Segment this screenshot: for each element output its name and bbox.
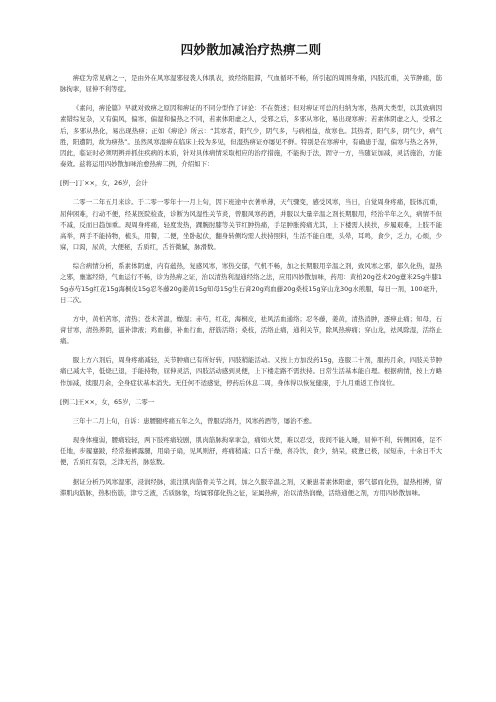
body-paragraph: 《素问，痹论篇》早就对致痹之原因和痹证的不同分型作了评论：不在赘述；但对痹证可总的归纳为寒，热两大类型，以其致病因素错综复杂，又有偏风，偏寒，偏湿和偏热之不同，若素体阳虚之人，受邪之后，多邪从寒化，易出现寒痹；若素体阴虚之人，受邪之后，多邪从热化，易出现热痹；正如《痹论》所云：“其寒者，阳气少，阴气多，与病相益，故寒也。其热者，阳气多，阴气少，病气胜，阳遭阴，故为痹热”。虽然风寒湿痹在临床上较为多见，但湿热痹证亦屡见不鲜。特别是在寒痹中，有确患于湿，偏寒与热之各异，因此，临证时必须明辨并抓住疾病的本质，针对具体病情采取相应的治疗措施，不能拘于法，固守一方，当随证加减，灵活施治，方能奏效。兹将运用四妙散加味治愈热痹二例，介绍如下： <box>60 104 442 169</box>
case-heading: [例二]王××，女，65岁，二零一 <box>60 397 155 406</box>
document-title: 四妙散加减治疗热痹二则 <box>180 42 322 57</box>
body-paragraph: 现身体瘦弱，腰痛较轻，两下肢疼痛较剧，肌肉筋脉拘挛挛急，痛如火焚，难以忍受，夜间不能入睡，屈伸不利，转侧困难，足不任地，步履蹇跛，经常拖裤露腿，用扇子扇，见风则舒，疼痛稍减；口舌干燥，喜冷饮，食少，纳呆，疲惫已极，尿短赤，十余日不大便，舌质红有裂，乏津无苔，脉弦数。 <box>60 436 442 467</box>
body-paragraph: 三年十二月上旬，自诉：患腰腿疼痛五年之久，曾服话络丹，风寒药酒等，屡治不愈。 <box>72 416 316 425</box>
document-body <box>60 73 442 499</box>
body-paragraph: 综合病情分析，系素体阴虚，内有蕴热，复感风寒，寒热交郁，气机不畅，加之长期服用辛温之剂，致风寒之邪，郁久化热，湿热之邪，壅塞经络，气血运行不畅，诊为热痹之证，治以清热利湿通经络之法，应用四妙散加味，药用：黄柏20g苍术20g薏米25g牛膝15g赤芍15g红花15g海桐皮15g忍冬藤20g姜黄15g知母15g生石膏20g鸡血藤20g桑枝15g穿山龙30g水煎服，每日一剂，100毫升，日二次。 <box>60 262 442 304</box>
case-heading: [例一]丁××，女，26岁，会计 <box>60 179 148 188</box>
body-paragraph: 方中，黄柏苦寒，清热；苍术苦温，燥湿；赤芍，红花，海桐皮，祛风活血通络；忍冬藤，姜黄，清热消肿，逐痹止痛；知母，石膏甘寒，清热养阴，滋补津液；鸡血藤，补血行血，舒筋活络；桑枝，活络止痛，通利关节，除风热痹痛；穿山龙，祛风除湿，活络止痛。 <box>60 314 442 346</box>
body-paragraph: 据证分析乃风寒湿邪，浸润经脉，流注肌肉筋骨关节之间，加之久服辛温之剂，又兼患者素体阳虚，邪气郁而化热，湿热相搏，留滞肌肉筋脉，热积伤筋，津亏乏液，舌质脉象，均属邪郁化热之征，证属热痹，治以清热润燥，活络通便之剂，方用四妙散加味。 <box>60 477 442 497</box>
body-paragraph: 服上方六剂后，周身疼痛减轻，关节肿痛已有所好转，四肢稍能活动。又按上方加没药15g，连服二十剂，服药月余，四肢关节肿痛已减大半，低烧已退，手能持物，屈伸灵活，四肢活动感到灵便，上下楼走路不需扶持。日常生活基本能自理。根据病情，按上方略作加减，续服月余，全身症状基本消失。无任何不适感觉，停药后休息二周，身体得以恢复健康，于九月重返工作岗位。 <box>60 356 442 387</box>
body-paragraph: 二零一二年五月来诊。于二零一零年十一月上旬，因下班途中衣著单薄，天气骤变，感受风寒，当日，自觉周身疼痛，肢体沉重，屈伸困难，行动不便，经某医院检查，诊断为风湿性关节炎，曾服风寒药酒，并服以大量辛温之剂长期服用，经治半年之久，病情不但不减，反而日趋加重。现周身疼痛，轻度发热，踝腕肘膝等关节红肿热痛，手足肿胀挎痛尤其，上下楼需人挟扶，步履艰难，上肢不能高举，两手不能持物，梳头，用餐，二便，坐卧起伏，翻身转侧均需人扶持照料，生活不能自理，头晕，耳鸣，食少，乏力，心烦，少寐，口渴，尿黄，大便秘，舌质红，舌苔微腻，脉滑数。 <box>60 198 442 252</box>
body-paragraph: 痹症为常见病之一，是由外在风寒湿邪侵袭人体肌表，致经络阻滞，气血循环不畅，所引起的周围身痛，四肢沉重，关节肿痛，筋脉拘挛，屈伸不利等症。 <box>60 74 442 94</box>
